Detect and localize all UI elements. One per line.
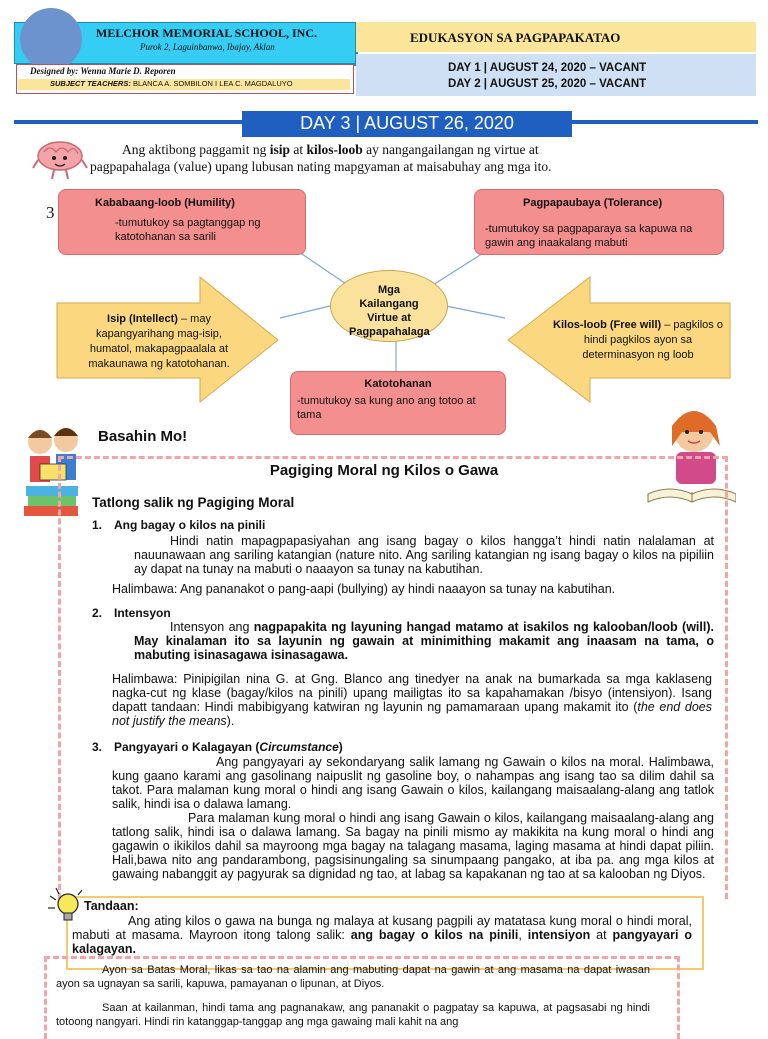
item3-title-italic: Circumstance [259,740,339,754]
tandaan-bold-3: pangyayari o kalagayan. [72,928,692,956]
item3-text-1: Ang pangyayari ay sekondaryang salik lamang ng Gawain o kilos na moral. Halimbawa, kung gaano karami ang gasolinang naipuslit ng gasoline boy, o nahampas ang isang tao sa dilim dahil sa takot. Para malaman kung moral o hindi ang isang Gawain o kilos, kailangang maisaalang-alang ang tatlok salik, hindi isa o dalawa lamang. [112,755,714,811]
day1-line: DAY 1 | AUGUST 24, 2020 – VACANT [448,62,647,74]
tolerance-box [474,189,724,255]
intro-bold-kilos-loob: kilos-loob [306,142,363,157]
school-name: MELCHOR MEMORIAL SCHOOL, INC. [96,26,318,40]
intro-text-2: at [290,142,307,157]
intellect-title: Isip (Intellect) [107,313,178,325]
item3-paragraph-2 [112,811,714,881]
subject-title: EDUKASYON SA PAGPAPAKATAO [410,30,621,45]
intellect-desc: – may kapangyarihang mag-isip, humatol, makapagpaalala at makaunawa ng katotohanan. [88,313,230,370]
factors-title: Tatlong salik ng Pagiging Moral [92,495,295,510]
humility-desc: -tumutukoy sa pagtanggap ng katotohanan sa sarili [115,217,261,243]
tandaan-bold-2: intensiyon [527,928,591,942]
center-label: Mga Kailangang Virtue at Pagpapahalaga [349,284,430,338]
brain-icon [32,138,88,180]
designer-name: Wenna Marie D. Reporen [80,66,176,76]
item3-text-2: Para malaman kung moral o hindi ang isang Gawain o kilos, kailangang maisaalang-alang ang tatlong salik, hindi isa o dalawa lamang. Sa bagay na pinili mismo ay makikita na kung moral o hindi ang gagawin o ikikilos dahil sa mayroong mga bagay na talagang masama, laging masama at hindi dapat piliin. Hali,bawa nito ang pandarambong, pagsisinungaling sa sinumpaang pangako, at iba pa. ang mga kilos at gawaing nabanggit ay pagyurak sa dignidad ng tao, at labag sa kapakanan ng tao at sa kalooban ng Diyos. [112,811,714,881]
item2-bold-text: nagpapakita ng layuning hangad matamo at isakilos ng kalooban/loob (will). May kinalaman ito sa layunin ng gawain at minimithing makamit ang inaasam na tama, o mabuting isinasagawa isinasagawa. [134,620,714,662]
batas-moral-paragraph [56,963,650,991]
item3-heading [92,740,343,754]
school-logo [20,8,82,70]
section-title: Pagiging Moral ng Kilos o Gawa [269,462,499,479]
tandaan-title: Tandaan: [84,899,139,913]
freewill-desc: – pagkilos o hindi pagkilos ayon sa determinasyon ng loob [582,319,723,361]
number-label: 3 [46,203,55,222]
item1-number: 1. [92,518,103,532]
truth-box [290,371,506,435]
day3-title: DAY 3 | AUGUST 26, 2020 [300,113,514,133]
tandaan-text: Ang ating kilos o gawa na bunga ng malaya at kusang pagpili ay matatasa kung moral o hindi moral, mabuti at masama. Mayroon itong talong salik: [72,914,692,942]
intellect-text [74,312,244,372]
school-address: Purok 2, Laguinbanwa, Ibajay, Aklan [140,42,275,52]
item2-title: Intensyon [114,606,171,620]
saan-text: Saan at kailanman, hindi tama ang pagnanakaw, ang pananakit o pagpatay sa kapuwa, at pagsasabi ng hindi totoong nangyari. Hindi rin katanggap-tanggap ang mga gawaing mali kahit na ang [56,1002,650,1028]
teachers-line [50,79,350,88]
humility-box [58,189,306,255]
truth-title: Katotohanan [364,378,432,390]
day2-line: DAY 2 | AUGUST 25, 2020 – VACANT [448,78,647,90]
freewill-title: Kilos-loob (Free will) [553,319,662,331]
tandaan-body [72,914,692,956]
item1-example: Halimbawa: Ang pananakot o pang-aapi (bullying) ay hindi naaayon sa tunay na kabutihan. [112,582,616,596]
item2-heading [92,606,171,620]
item2-text: Intensyon ang [170,620,254,634]
tandaan-bold-1: ang bagay o kilos na pinili [350,928,519,942]
item3-paragraph-1 [112,755,714,811]
item3-title-end: ) [338,740,343,754]
item1-title: Ang bagay o kilos na pinili [114,518,266,532]
tolerance-title: Pagpapaubaya (Tolerance) [523,197,663,209]
batas-moral-text: Ayon sa Batas Moral, likas sa tao na alamin ang mabuting dapat na gawin at ang masama na dapat iwasan ayon sa ugnayan sa sarili, kapuwa, pamayanan o lipunan, at Diyos. [56,964,650,990]
item2-example-italic: the end does not justify the means [112,700,712,728]
freewill-text [548,318,728,363]
basahin-heading: Basahin Mo! [98,428,188,445]
intro-text-3: ay nangangailangan ng virtue at [362,142,539,157]
tandaan-and: at [590,928,613,942]
item2-example [112,672,712,728]
intro-bold-isip: isip [269,142,290,157]
item2-example-end: ). [226,714,235,728]
item2-number: 2. [92,606,103,620]
intro-paragraph [90,141,690,175]
saan-paragraph [56,1001,650,1029]
item3-title: Pangyayari o Kalagayan ( [114,740,260,754]
teachers-names: BLANCA A. SOMBILON I LEA C. MAGDALUYO [132,79,293,88]
item1-paragraph [134,534,714,576]
connector-intellect [280,306,330,318]
intro-line-1 [90,141,690,158]
item1-heading [92,518,265,532]
connector-freewill [446,306,505,318]
item2-paragraph [134,620,714,662]
humility-title: Kababaang-loob (Humility) [95,197,235,209]
item3-number: 3. [92,740,103,754]
intro-line-2: pagpapahalaga (value) upang lubusan nating mapgyaman at maisabuhay ang mga ito. [90,159,552,174]
intro-text-1: Ang aktibong paggamit ng [122,142,270,157]
tandaan-comma: , [518,928,528,942]
item1-text: Hindi natin mapagpapasiyahan ang isang bagay o kilos hangga’t hindi natin nalalaman at nauunawaan ang sariling katangian (nature nito. Ang sariling katangian ng isang bagay o kilos na pipiliin ay dapat na tunay na mabuti o naaayon sa tunay na kabutihan. [134,534,714,576]
designer-label: Designed by: [30,66,79,76]
tolerance-desc: -tumutukoy sa pagpaparaya sa kapuwa na gawin ang inaakalang mabuti [485,223,693,249]
center-circle [330,270,448,342]
teachers-label: SUBJECT TEACHERS: [50,79,131,88]
designer-line [30,66,350,76]
item2-example-text: Halimbawa: Pinipigilan nina G. at Gng. Blanco ang tinedyer na anak na bumarkada sa mga kaklaseng nagka-cut ng klase (bagay/kilos na pinili) upang mailigtas ito sa kapahamakan /bisyo (intensiyon). Isang dapatt tandaan: Hindi mabibigyang katwiran ng layunin ng pamamaraan upang makamit ito ( [112,672,712,714]
truth-desc: -tumutukoy sa kung ano ang totoo at tama [297,395,476,421]
